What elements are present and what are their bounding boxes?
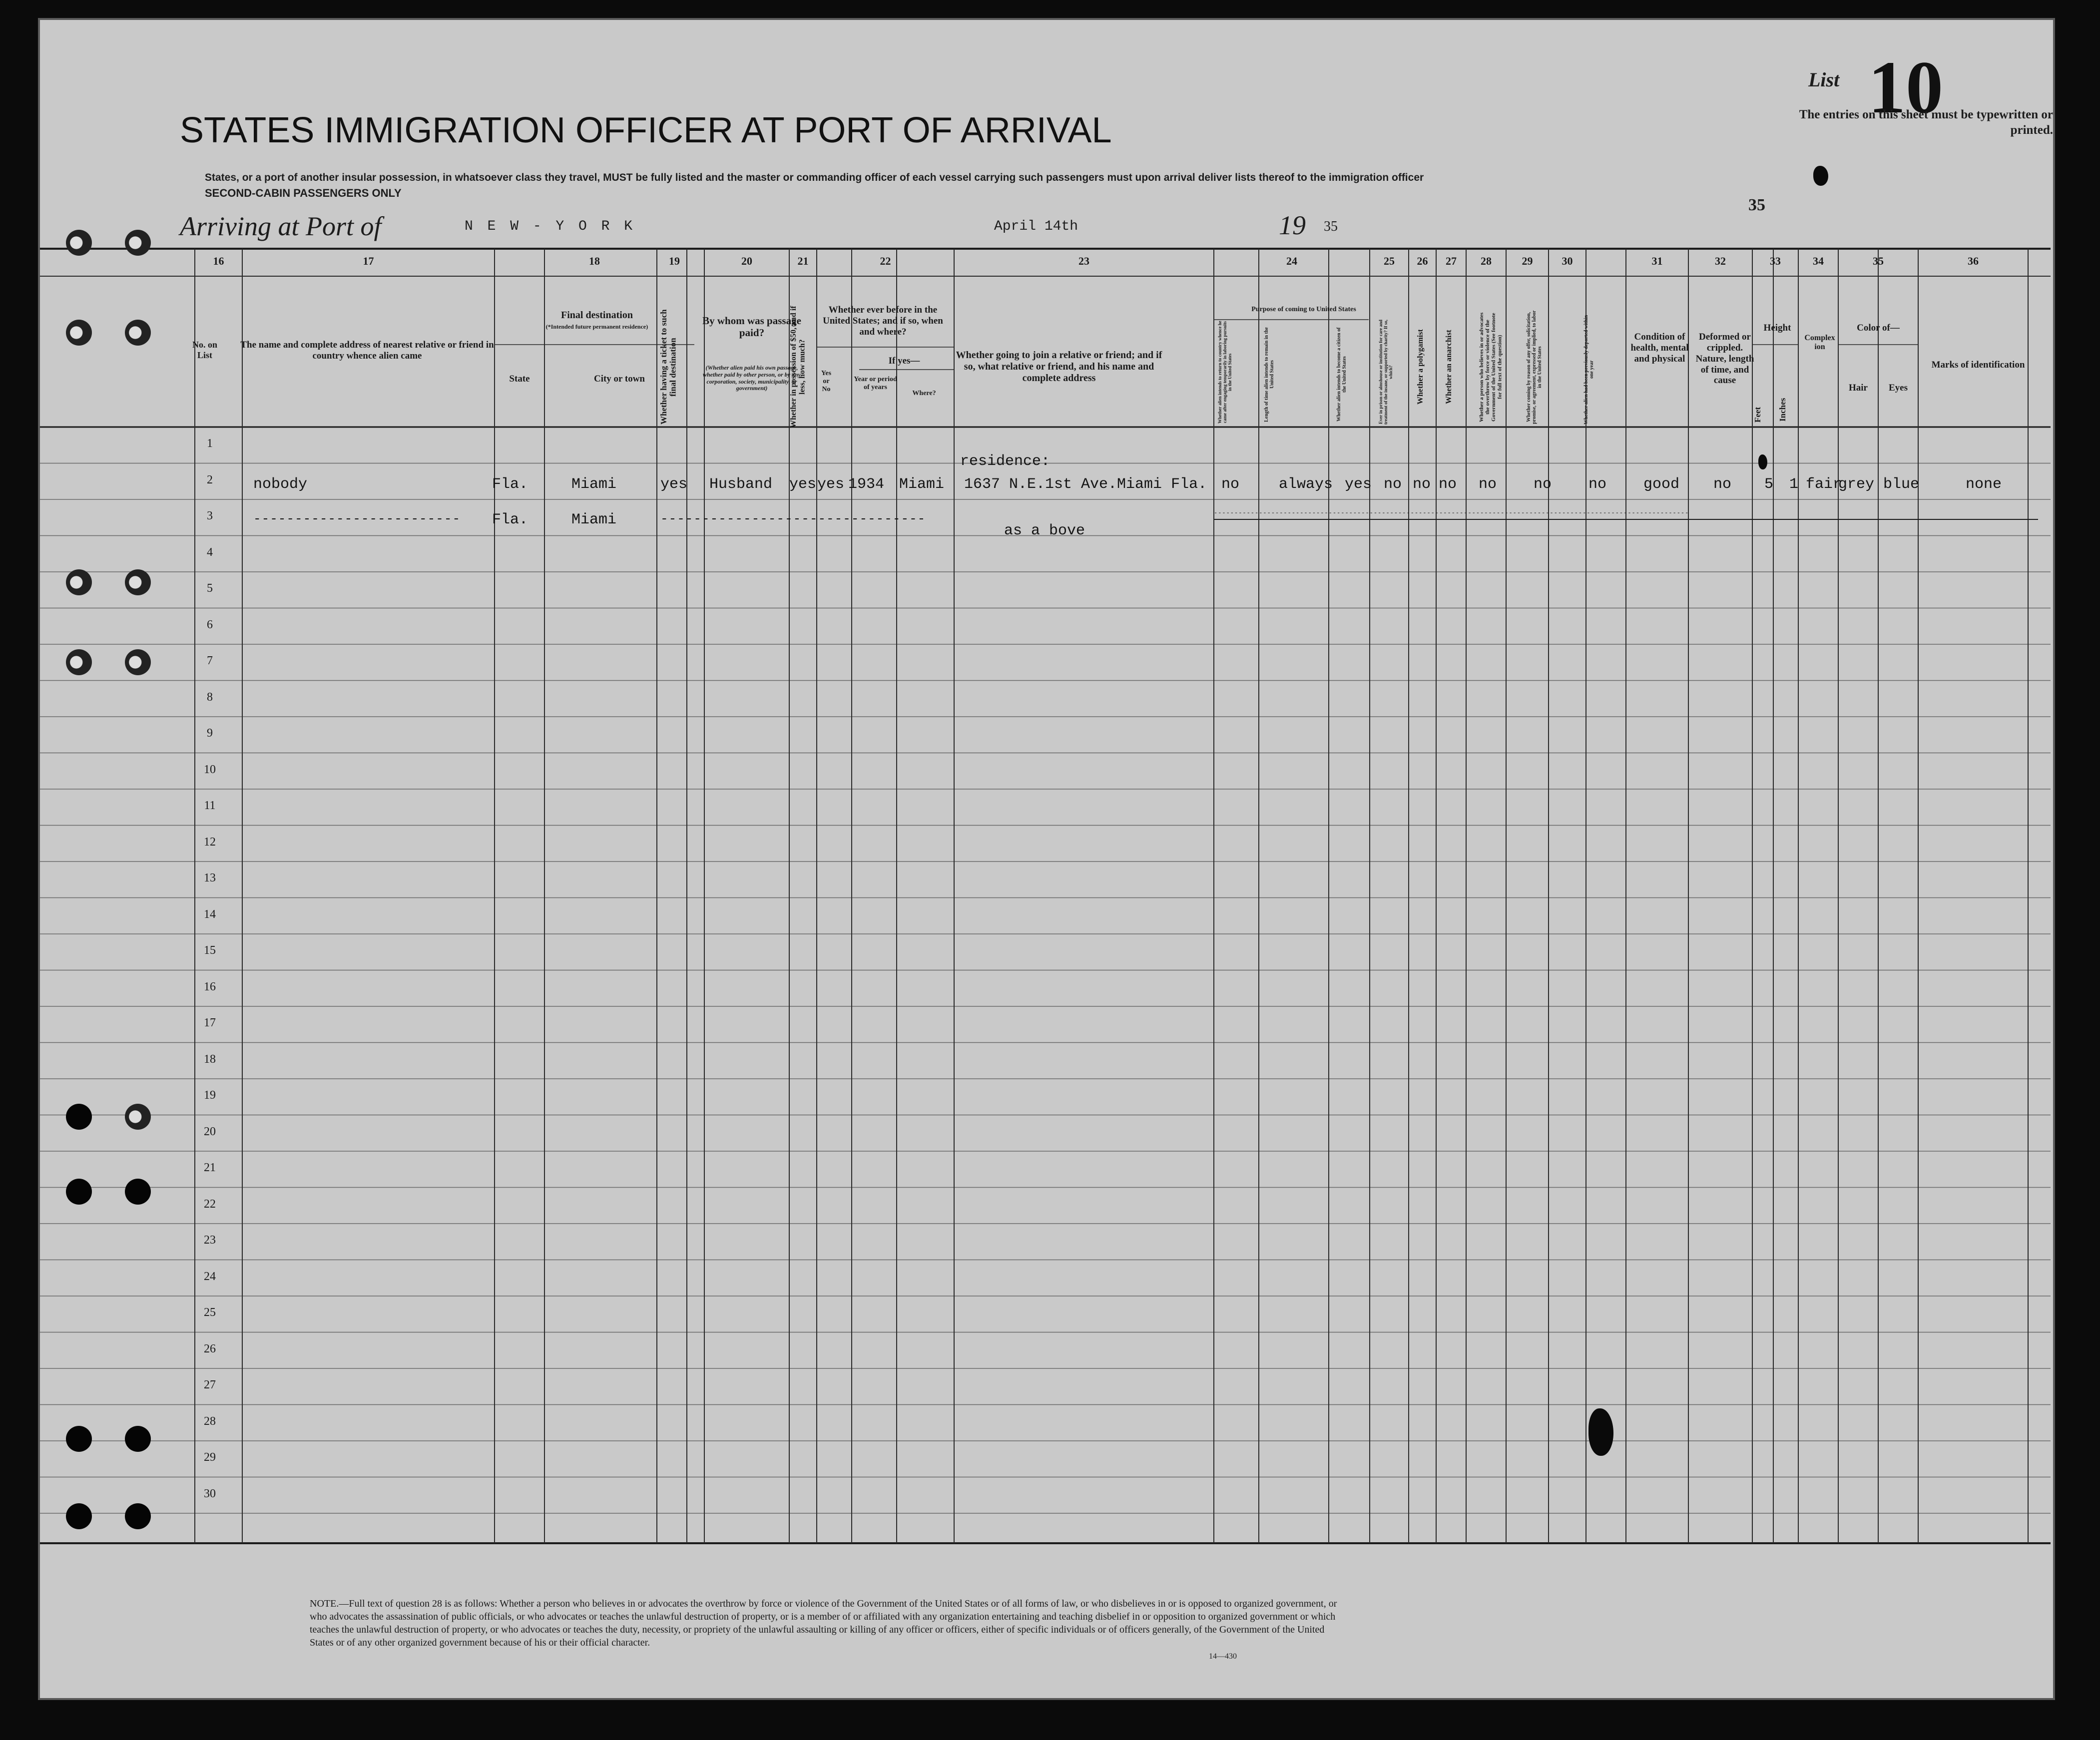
r1-passage-paid: Husband: [709, 476, 773, 493]
row-number: 1: [207, 437, 213, 450]
r1-marks: none: [1966, 476, 2002, 493]
r1-nearest-relative: nobody: [253, 476, 308, 493]
col30-label: Whether alien had been previously deported within one year: [1583, 315, 1594, 425]
row-number: 13: [204, 871, 216, 884]
row-number: 16: [204, 980, 216, 993]
col24c-label: Whether alien intends to become a citizen of the United States: [1336, 327, 1347, 422]
year-suffix: 35: [1324, 219, 1338, 234]
binder-hole: [125, 1104, 151, 1130]
binder-hole: [125, 320, 151, 346]
column-number-c32: 32: [1715, 255, 1726, 267]
column-number-c24: 24: [1286, 255, 1297, 267]
r2-nearest-relative-ditto: -------------------------: [253, 511, 461, 526]
col28-label: Whether a person who believes in or advocates the overthrow by force or violence of the Government of the United States (See footnote for full text of the question): [1479, 312, 1503, 422]
list-number: 10: [1868, 46, 1943, 129]
col24a-label: Whether alien intends to return to country whence he came after engaging temporarily in laboring pursuits in the United States: [1217, 321, 1232, 424]
binder-hole: [66, 1104, 92, 1130]
arriving-label: Arriving at Port of: [180, 211, 382, 241]
col18-state: State: [509, 374, 530, 384]
col33-label: Height: [1763, 323, 1791, 333]
row-number: 23: [204, 1234, 216, 1247]
col19-label: Whether having a ticket to such final destination: [659, 309, 678, 425]
col24-label: Purpose of coming to United States: [1251, 306, 1356, 313]
col22-year: Year or period of years: [854, 376, 897, 392]
binder-hole: [66, 320, 92, 346]
col31-label: Condition of health, mental and physical: [1630, 332, 1689, 364]
typewritten-note: The entries on this sheet must be typewritten or printed.: [1799, 108, 2053, 137]
column-number-c33: 33: [1770, 255, 1781, 267]
row-number: 17: [204, 1016, 216, 1029]
column-number-c31: 31: [1651, 255, 1663, 267]
row-number: 9: [207, 727, 213, 740]
r1-join-line2: 1637 N.E.1st Ave.Miami Fla.: [964, 476, 1207, 493]
year-prefix: 19: [1279, 210, 1306, 240]
r1-polygamist: no: [1413, 476, 1431, 493]
row-number: 29: [204, 1451, 216, 1464]
row-number: 2: [207, 473, 213, 486]
row-number: 25: [204, 1306, 216, 1319]
col33-feet: Feet: [1753, 407, 1762, 423]
row-number: 27: [204, 1378, 216, 1391]
column-number-c34: 34: [1813, 255, 1824, 267]
r1-citizen: yes: [1345, 476, 1372, 493]
column-number-c17: 17: [363, 255, 374, 267]
r1-ticket: yes: [660, 476, 688, 493]
binder-hole: [125, 230, 151, 256]
r2-join: as a bove: [1004, 522, 1085, 539]
row-number: 28: [204, 1414, 216, 1428]
r1-state: Fla.: [492, 476, 528, 493]
binder-hole: [125, 569, 151, 595]
col22-label: Whether ever before in the United States; and if so, when and where?: [823, 305, 943, 337]
r1-eyes: blue: [1883, 476, 1920, 493]
column-number-c28: 28: [1481, 255, 1492, 267]
r1-complexion: fair: [1806, 476, 1842, 493]
column-number-c18: 18: [589, 255, 600, 267]
r1-join-line1: residence:: [960, 453, 1050, 470]
r1-return-intent: no: [1221, 476, 1240, 493]
col36-label: Marks of identification: [1931, 360, 2025, 370]
column-number-c27: 27: [1446, 255, 1457, 267]
binder-hole: [66, 1503, 92, 1529]
row-number: 8: [207, 690, 213, 704]
row-number: 5: [207, 582, 213, 595]
row-number: 12: [204, 835, 216, 849]
row-number: 7: [207, 654, 213, 667]
form-number: 14—430: [1209, 1652, 1237, 1661]
r1-deported: no: [1588, 476, 1607, 493]
column-number-c23: 23: [1078, 255, 1089, 267]
ink-blot: [1813, 166, 1828, 186]
r1-labor-offer: no: [1534, 476, 1552, 493]
row-number: 20: [204, 1125, 216, 1138]
port-name: N E W - Y O R K: [465, 219, 636, 234]
r1-hair: grey: [1838, 476, 1875, 493]
form-grid: [40, 20, 2053, 1698]
cabin-class: SECOND-CABIN PASSENGERS ONLY: [205, 187, 402, 199]
col17-label: The name and complete address of nearest relative or friend in country whence alien came: [240, 340, 494, 361]
column-number-c36: 36: [1968, 255, 1979, 267]
col21-label: Whether in possession of $50, and if less, how much?: [789, 306, 807, 429]
column-number-c35: 35: [1873, 255, 1884, 267]
subtitle: States, or a port of another insular possession, in whatsoever class they travel, MUST be fully listed and the master or commanding officer of each vessel carrying such passengers must upon arrival deliver lists thereof to the immigration officer: [205, 172, 1424, 183]
col25-label: Ever in prison or almshouse or institution for care and treatment of the insane, or supported by charity? If so, which?: [1378, 320, 1393, 425]
col18-label: Final destination: [561, 310, 633, 321]
row-number: 22: [204, 1197, 216, 1211]
row-number: 10: [204, 763, 216, 776]
col35-hair: Hair: [1849, 383, 1868, 393]
row-number: 26: [204, 1342, 216, 1355]
r1-feet: 5: [1764, 476, 1774, 493]
col26-label: Whether a polygamist: [1416, 329, 1425, 405]
binder-hole: [125, 1503, 151, 1529]
col33-inches: Inches: [1778, 398, 1787, 422]
column-number-c26: 26: [1417, 255, 1428, 267]
row-number: 19: [204, 1089, 216, 1102]
row-number: 21: [204, 1161, 216, 1174]
col24b-label: Length of time alien intends to remain in the United States: [1264, 327, 1275, 422]
r1-inches: 1: [1789, 476, 1799, 493]
r1-before-year: 1934: [848, 476, 885, 493]
margin-number: 35: [1748, 196, 1765, 214]
col18-sub: (*Intended future permanent residence): [545, 323, 648, 330]
col18-city: City or town: [593, 374, 645, 384]
manifest-sheet: [40, 20, 2053, 1698]
list-label: List: [1808, 68, 1840, 91]
column-number-c21: 21: [797, 255, 809, 267]
col23-label: Whether going to join a relative or friend; and if so, what relative or friend, and his name and complete address: [956, 350, 1162, 384]
row-number: 15: [204, 944, 216, 957]
footnote: NOTE.—Full text of question 28 is as follows: Whether a person who believes in or advocates the overthrow by force or violence of the Government of the United States or of all forms of law, or who disbelieves in or is opposed to organized government, or who advocates the assassination of public officials, or who advocates or teaches the unlawful destruction of property, or is a member of or affiliated with any organization entertaining and teaching disbelief in or opposition to organized government or which teaches the unlawful destruction of property, or who advocates or teaches the duty, necessity, or propriety of the unlawful assaulting or killing of any officer or officers, either of specific individuals or of officers generally, of the Government of the United States or of any other organized government because of his or their official character.: [310, 1598, 1337, 1648]
r2-city: Miami: [571, 511, 617, 528]
binder-hole: [125, 649, 151, 675]
r1-city: Miami: [571, 476, 617, 493]
column-number-c19: 19: [669, 255, 680, 267]
binder-hole: [125, 1426, 151, 1452]
col27-label: Whether an anarchist: [1445, 330, 1453, 405]
col35-eyes: Eyes: [1889, 383, 1908, 393]
r1-anarchist: no: [1439, 476, 1457, 493]
column-number-c30: 30: [1562, 255, 1573, 267]
ink-blot: [1588, 1408, 1613, 1456]
r2-ditto-a: --------------------------------: [660, 511, 926, 526]
r1-before-where: Miami: [899, 476, 945, 493]
binder-hole: [66, 649, 92, 675]
page-title: STATES IMMIGRATION OFFICER AT PORT OF ARRIVAL: [180, 110, 1112, 150]
row-number: 3: [207, 509, 213, 522]
r1-health: good: [1643, 476, 1680, 493]
column-number-c16: 16: [213, 255, 224, 267]
col16-label: No. on List: [192, 340, 217, 360]
column-number-c25: 25: [1384, 255, 1395, 267]
col20-sub: (Whether alien paid his own passage, whether paid by other person, or by any corporation, society, municipality, or government): [702, 364, 801, 392]
col34-label: Complexion: [1804, 334, 1835, 352]
ink-blot: [1758, 454, 1767, 469]
col32-label: Deformed or crippled. Nature, length of time, and cause: [1695, 332, 1754, 386]
r1-length-stay: always: [1279, 476, 1333, 493]
column-number-c29: 29: [1522, 255, 1533, 267]
r1-has-50: yes: [789, 476, 817, 493]
binder-hole: [66, 1179, 92, 1205]
column-number-c20: 20: [741, 255, 752, 267]
col22-ifyes: If yes—: [888, 356, 920, 366]
r2-state: Fla.: [492, 511, 528, 528]
row-number: 24: [204, 1270, 216, 1283]
r1-overthrow: no: [1479, 476, 1497, 493]
row-number: 14: [204, 907, 216, 921]
binder-hole: [66, 1426, 92, 1452]
row-number: 11: [204, 799, 216, 812]
row-number: 4: [207, 545, 213, 559]
binder-hole: [66, 569, 92, 595]
row-number: 30: [204, 1487, 216, 1500]
r1-deformed: no: [1713, 476, 1732, 493]
binder-hole: [66, 230, 92, 256]
col35-label: Color of—: [1857, 323, 1900, 333]
r2-ditto-b: --------------------------------------------------------------------------------------------------------------------: [1214, 509, 1689, 516]
col29-label: Whether coming by reason of any offer, solicitation, promise, or agreement, expressed or implied, to labor in the United States: [1526, 310, 1543, 424]
column-number-c22: 22: [880, 255, 891, 267]
r1-prison: no: [1384, 476, 1402, 493]
col22-where: Where?: [912, 390, 936, 397]
binder-hole: [125, 1179, 151, 1205]
col20-label: By whom was passage paid?: [702, 315, 801, 339]
col22-yesno: Yes or No: [821, 370, 832, 394]
r1-before-yn: yes: [817, 476, 845, 493]
row-number: 6: [207, 618, 213, 631]
arrival-date: April 14th: [994, 219, 1078, 234]
row-number: 18: [204, 1052, 216, 1066]
